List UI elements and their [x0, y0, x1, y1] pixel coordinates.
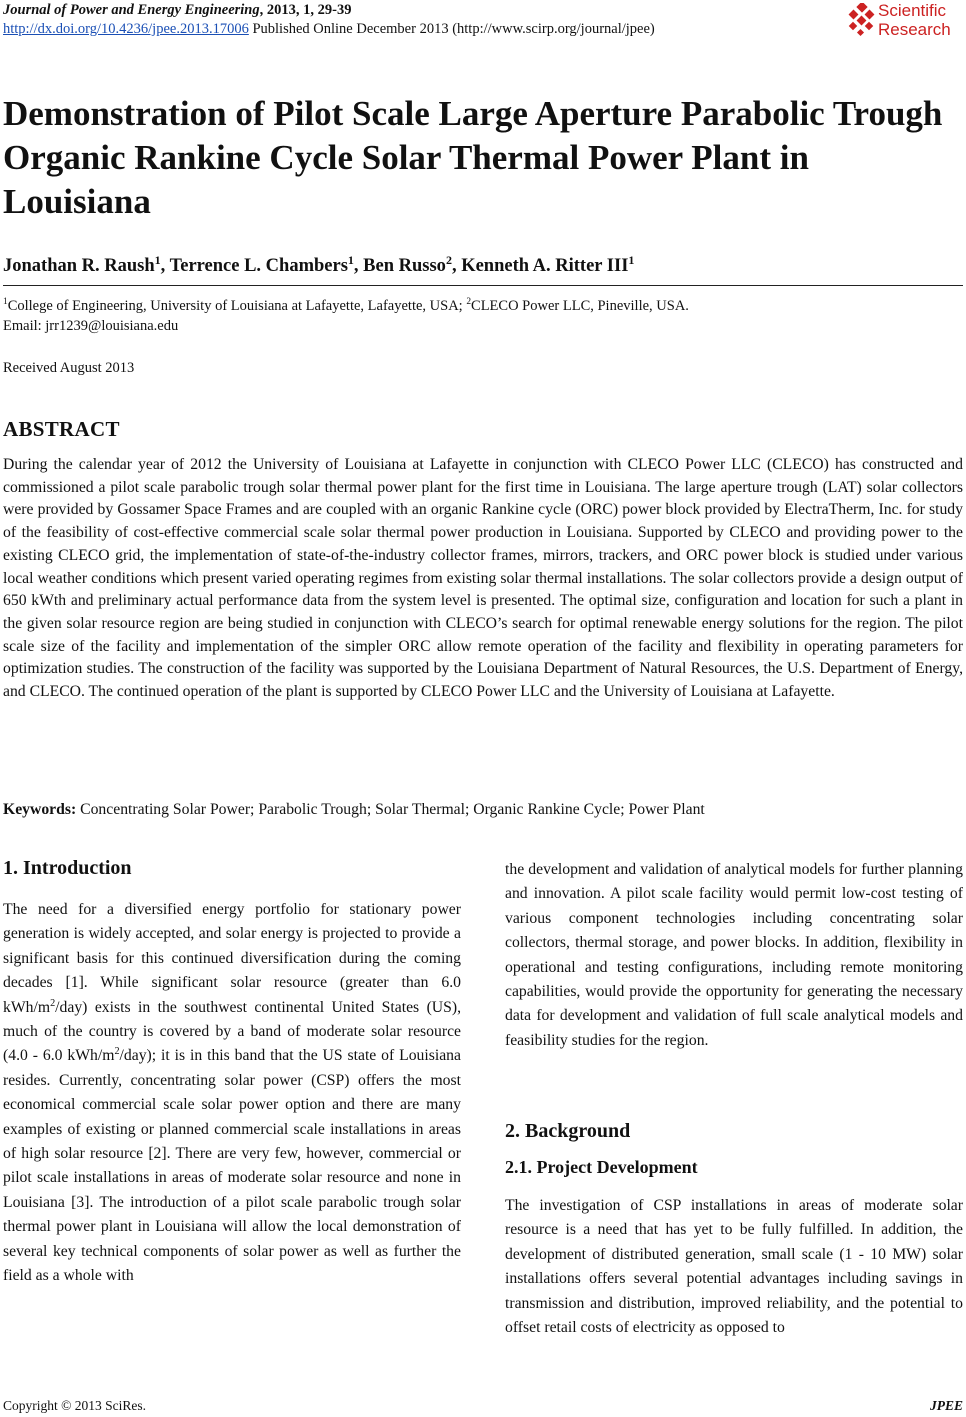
author-email: Email: jrr1239@louisiana.edu [3, 318, 179, 334]
copyright-notice: Copyright © 2013 SciRes. [3, 1398, 147, 1413]
keywords-label: Keywords: [3, 801, 77, 818]
published-online: Published Online December 2013 (http://www.scirp.org/journal/jpee) [248, 21, 655, 37]
logo-text [878, 1, 951, 39]
logo-mark-icon [848, 3, 876, 39]
author: Jonathan R. Raush$^1$, [3, 252, 170, 276]
paper-title: Demonstration of Pilot Scale Large Aperture Parabolic Trough Organic Rankine Cycle Solar Thermal Power Plant in Louisiana [3, 94, 943, 221]
publisher-logo [848, 0, 966, 44]
introduction-text: The need for a diversified energy portfolio for stationary power generation is widely accepted, and solar energy is projected to provide a significant basis for this continued diversification during the coming decades [1]. While significant solar resource (greater than 6.0 kWh/$m^2/day$) exists in the southwest continental United States (US), much of the country is covered by a band of moderate solar resource (4.0 - 6.0 kWh/$m^2/day$); it is in this band that the US state of Louisiana resides. Currently, concentrating solar power (CSP) offers the most economical commercial scale solar power option and there are many examples of existing or planned commercial scale installations in areas of high solar resource [2]. There are very few, however, commercial or pilot scale installations in areas of moderate solar resource and none in Louisiana [3]. The introduction of a pilot scale parabolic trough solar thermal power plant in Louisiana will allow the local demonstration of several key technical components of solar power as well as further the field as a whole with [3, 901, 461, 1285]
journal-abbreviation: JPEE [929, 1398, 963, 1413]
abstract-heading: ABSTRACT [3, 417, 120, 441]
affiliations: $^1$College of Engineering, University of Louisiana at Lafayette, Lafayette, USA; $^2$CLECO Power LLC, Pineville, USA. [3, 297, 689, 314]
publication-line [3, 21, 655, 38]
logo-line-2: Research [878, 20, 951, 39]
abstract-text: During the calendar year of 2012 the University of Louisiana at Lafayette in conjunction with CLECO Power LLC (CLECO) has constructed and commissioned a pilot scale parabolic trough solar thermal power plant for the first time in Louisiana. The large aperture trough (LAT) solar collectors were provided by Gossamer Space Frames and are coupled with an organic Rankine cycle (ORC) power block provided by ElectraTherm, Inc. for study of the feasibility of cost-effective commercial scale solar thermal power production in Louisiana. Supported by CLECO and providing power to the existing CLECO grid, the implementation of state-of-the-industry collector frames, mirrors, trackers, and ORC power block is studied under various local weather conditions which present varied operating regimes from existing solar thermal installations. The solar collectors provide a design output of 650 kWth and preliminary actual performance data from the system level is presented. The optimal size, configuration and location for such a plant in the given solar resource region are being studied in conjunction with CLECO’s search for optimal renewable energy solutions for the region. The pilot scale size of the facility and implementation of the simpler ORC allow remote operation of the facility and flexibility in operating parameters for optimization studies. The construction of the facility was supported by the Louisiana Department of Natural Resources, the U.S. Department of Energy, and CLECO. The continued operation of the plant is supported by CLECO Power LLC and the University of Louisiana at Lafayette. [3, 456, 963, 701]
author-list [3, 252, 635, 277]
logo-line-1: Scientific [878, 1, 947, 20]
author: Kenneth A. Ritter III$^1$ [461, 252, 635, 276]
journal-citation [3, 2, 351, 19]
section-heading-introduction: 1. Introduction [3, 857, 132, 879]
journal-name: Journal of Power and Energy Engineering [3, 2, 260, 18]
subsection-heading-project-development: 2.1. Project Development [505, 1157, 698, 1177]
introduction-continued-text: the development and validation of analytical models for further planning and innovation. A pilot scale facility would permit low-cost testing of various component technologies including concentrating solar collectors, thermal storage, and power blocks. In addition, flexibility in operational and testing configurations, including remote monitoring capabilities, would provide the opportunity for generating the necessary data for development and validation of full scale analytical models and feasibility studies for the region. [505, 861, 963, 1049]
background-text: The investigation of CSP installations in areas of moderate solar resource is a need that has yet to be fully fulfilled. In addition, the development of distributed generation, small scale (1 - 10 MW) solar installations offers several potential advantages including savings in transmission and distribution, improved reliability, and the potential to offset retail costs of electricity as opposed to [505, 1197, 963, 1337]
author: Ben Russo$^2$, [363, 252, 462, 276]
author: Terrence L. Chambers$^1$, [169, 252, 364, 276]
received-date: Received August 2013 [3, 360, 135, 376]
keywords [3, 801, 705, 819]
header-divider [3, 285, 963, 286]
doi-link[interactable]: http://dx.doi.org/10.4236/jpee.2013.17006 [3, 21, 249, 37]
keywords-text: Concentrating Solar Power; Parabolic Trough; Solar Thermal; Organic Rankine Cycle; Power Plant [76, 801, 705, 818]
volume-info: , 2013, 1, 29-39 [259, 2, 352, 18]
section-heading-background: 2. Background [505, 1120, 631, 1142]
